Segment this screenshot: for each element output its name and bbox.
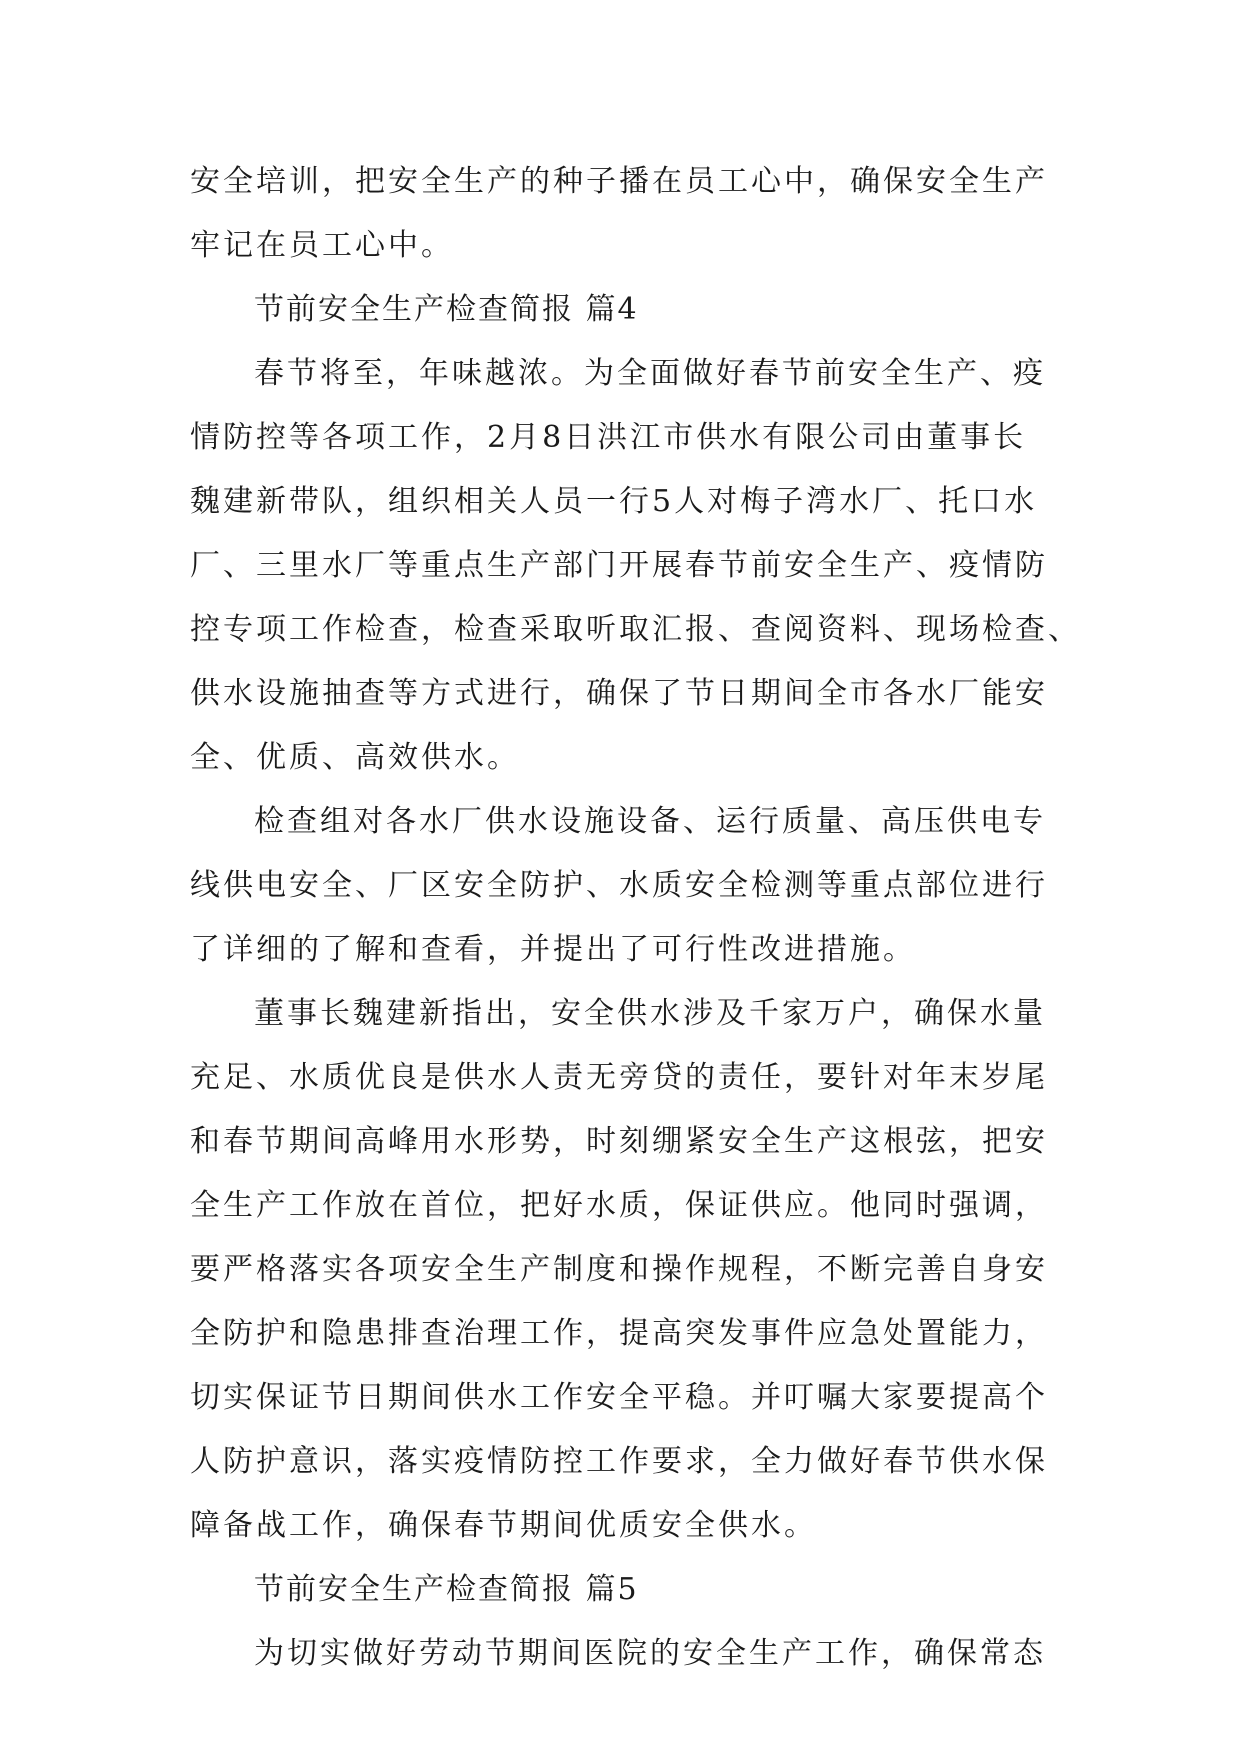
document-page	[190, 150, 1081, 1686]
text-line: 全、优质、高效供水。	[190, 740, 520, 775]
text-line: 和春节期间高峰用水形势，时刻绷紧安全生产这根弦，把安	[190, 1124, 1048, 1159]
text-line: 供水设施抽查等方式进行，确保了节日期间全市各水厂能安	[190, 676, 1048, 711]
text-line: 充足、水质优良是供水人责无旁贷的责任，要针对年末岁尾	[190, 1060, 1048, 1095]
text-line: 全防护和隐患排查治理工作，提高突发事件应急处置能力，	[190, 1316, 1048, 1351]
text-line: 安全培训，把安全生产的种子播在员工心中，确保安全生产	[190, 164, 1048, 199]
text-line: 线供电安全、厂区安全防护、水质安全检测等重点部位进行	[190, 868, 1048, 903]
section-heading: 节前安全生产检查简报 篇5	[254, 1572, 639, 1607]
section-heading: 节前安全生产检查简报 篇4	[254, 292, 639, 327]
paragraph-start: 春节将至，年味越浓。为全面做好春节前安全生产、疫	[254, 356, 1046, 391]
text-line: 障备战工作，确保春节期间优质安全供水。	[190, 1508, 817, 1543]
paragraph-start: 为切实做好劳动节期间医院的安全生产工作，确保常态	[254, 1636, 1046, 1671]
text-line: 情防控等各项工作，2月8日洪江市供水有限公司由董事长	[190, 420, 1027, 455]
text-line: 人防护意识，落实疫情防控工作要求，全力做好春节供水保	[190, 1444, 1048, 1479]
paragraph-start: 检查组对各水厂供水设施设备、运行质量、高压供电专	[254, 804, 1046, 839]
text-line: 了详细的了解和查看，并提出了可行性改进措施。	[190, 932, 916, 967]
text-line: 要严格落实各项安全生产制度和操作规程，不断完善自身安	[190, 1252, 1048, 1287]
text-line: 控专项工作检查，检查采取听取汇报、查阅资料、现场检查、	[190, 612, 1081, 647]
paragraph-start: 董事长魏建新指出，安全供水涉及千家万户，确保水量	[254, 996, 1046, 1031]
text-line: 魏建新带队，组织相关人员一行5人对梅子湾水厂、托口水	[190, 484, 1038, 519]
text-line: 牢记在员工心中。	[190, 228, 454, 263]
text-line: 切实保证节日期间供水工作安全平稳。并叮嘱大家要提高个	[190, 1380, 1048, 1415]
text-line: 全生产工作放在首位，把好水质，保证供应。他同时强调，	[190, 1188, 1048, 1223]
text-line: 厂、三里水厂等重点生产部门开展春节前安全生产、疫情防	[190, 548, 1048, 583]
